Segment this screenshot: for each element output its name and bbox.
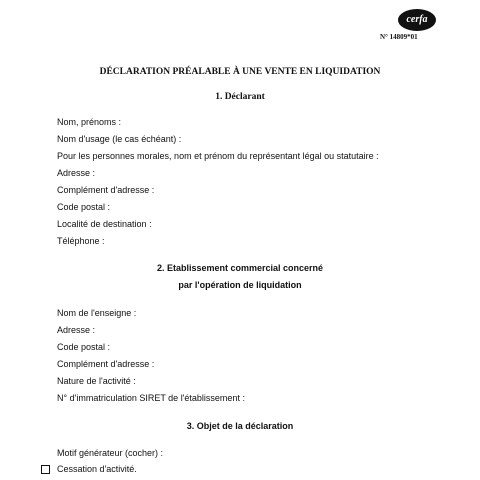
section-3-title: 3. Objet de la déclaration bbox=[186, 421, 294, 431]
field-adresse-etablissement: Adresse : bbox=[57, 325, 96, 335]
document-title: DÉCLARATION PRÉALABLE À UNE VENTE EN LIQUIDATION bbox=[99, 67, 381, 77]
section-1-title: 1. Déclarant bbox=[215, 92, 265, 102]
field-complement-adresse-etablissement: Complément d'adresse : bbox=[57, 359, 155, 369]
field-nom-usage: Nom d'usage (le cas échéant) : bbox=[57, 134, 182, 144]
field-complement-adresse: Complément d'adresse : bbox=[57, 185, 155, 195]
cessation-checkbox[interactable] bbox=[41, 465, 50, 474]
field-code-postal-etablissement: Code postal : bbox=[57, 342, 111, 352]
section-2-title-line2: par l'opération de liquidation bbox=[178, 280, 302, 290]
section-2-title-line1: 2. Etablissement commercial concerné bbox=[156, 263, 324, 273]
cerfa-logo: cerfa bbox=[398, 9, 436, 31]
motif-label: Motif générateur (cocher) : bbox=[57, 448, 164, 458]
field-representant-legal: Pour les personnes morales, nom et prénom du représentant légal ou statutaire : bbox=[57, 151, 379, 161]
field-adresse: Adresse : bbox=[57, 168, 96, 178]
cessation-option-label: Cessation d'activité. bbox=[57, 464, 137, 474]
field-nature-activite: Nature de l'activité : bbox=[57, 376, 136, 386]
form-number: N° 14809*01 bbox=[380, 33, 418, 41]
field-code-postal: Code postal : bbox=[57, 202, 111, 212]
field-telephone: Téléphone : bbox=[57, 236, 105, 246]
field-localite: Localité de destination : bbox=[57, 219, 152, 229]
field-nom-prenoms: Nom, prénoms : bbox=[57, 117, 122, 127]
field-nom-enseigne: Nom de l'enseigne : bbox=[57, 308, 137, 318]
field-siret: N° d'immatriculation SIRET de l'établissement : bbox=[57, 393, 245, 403]
